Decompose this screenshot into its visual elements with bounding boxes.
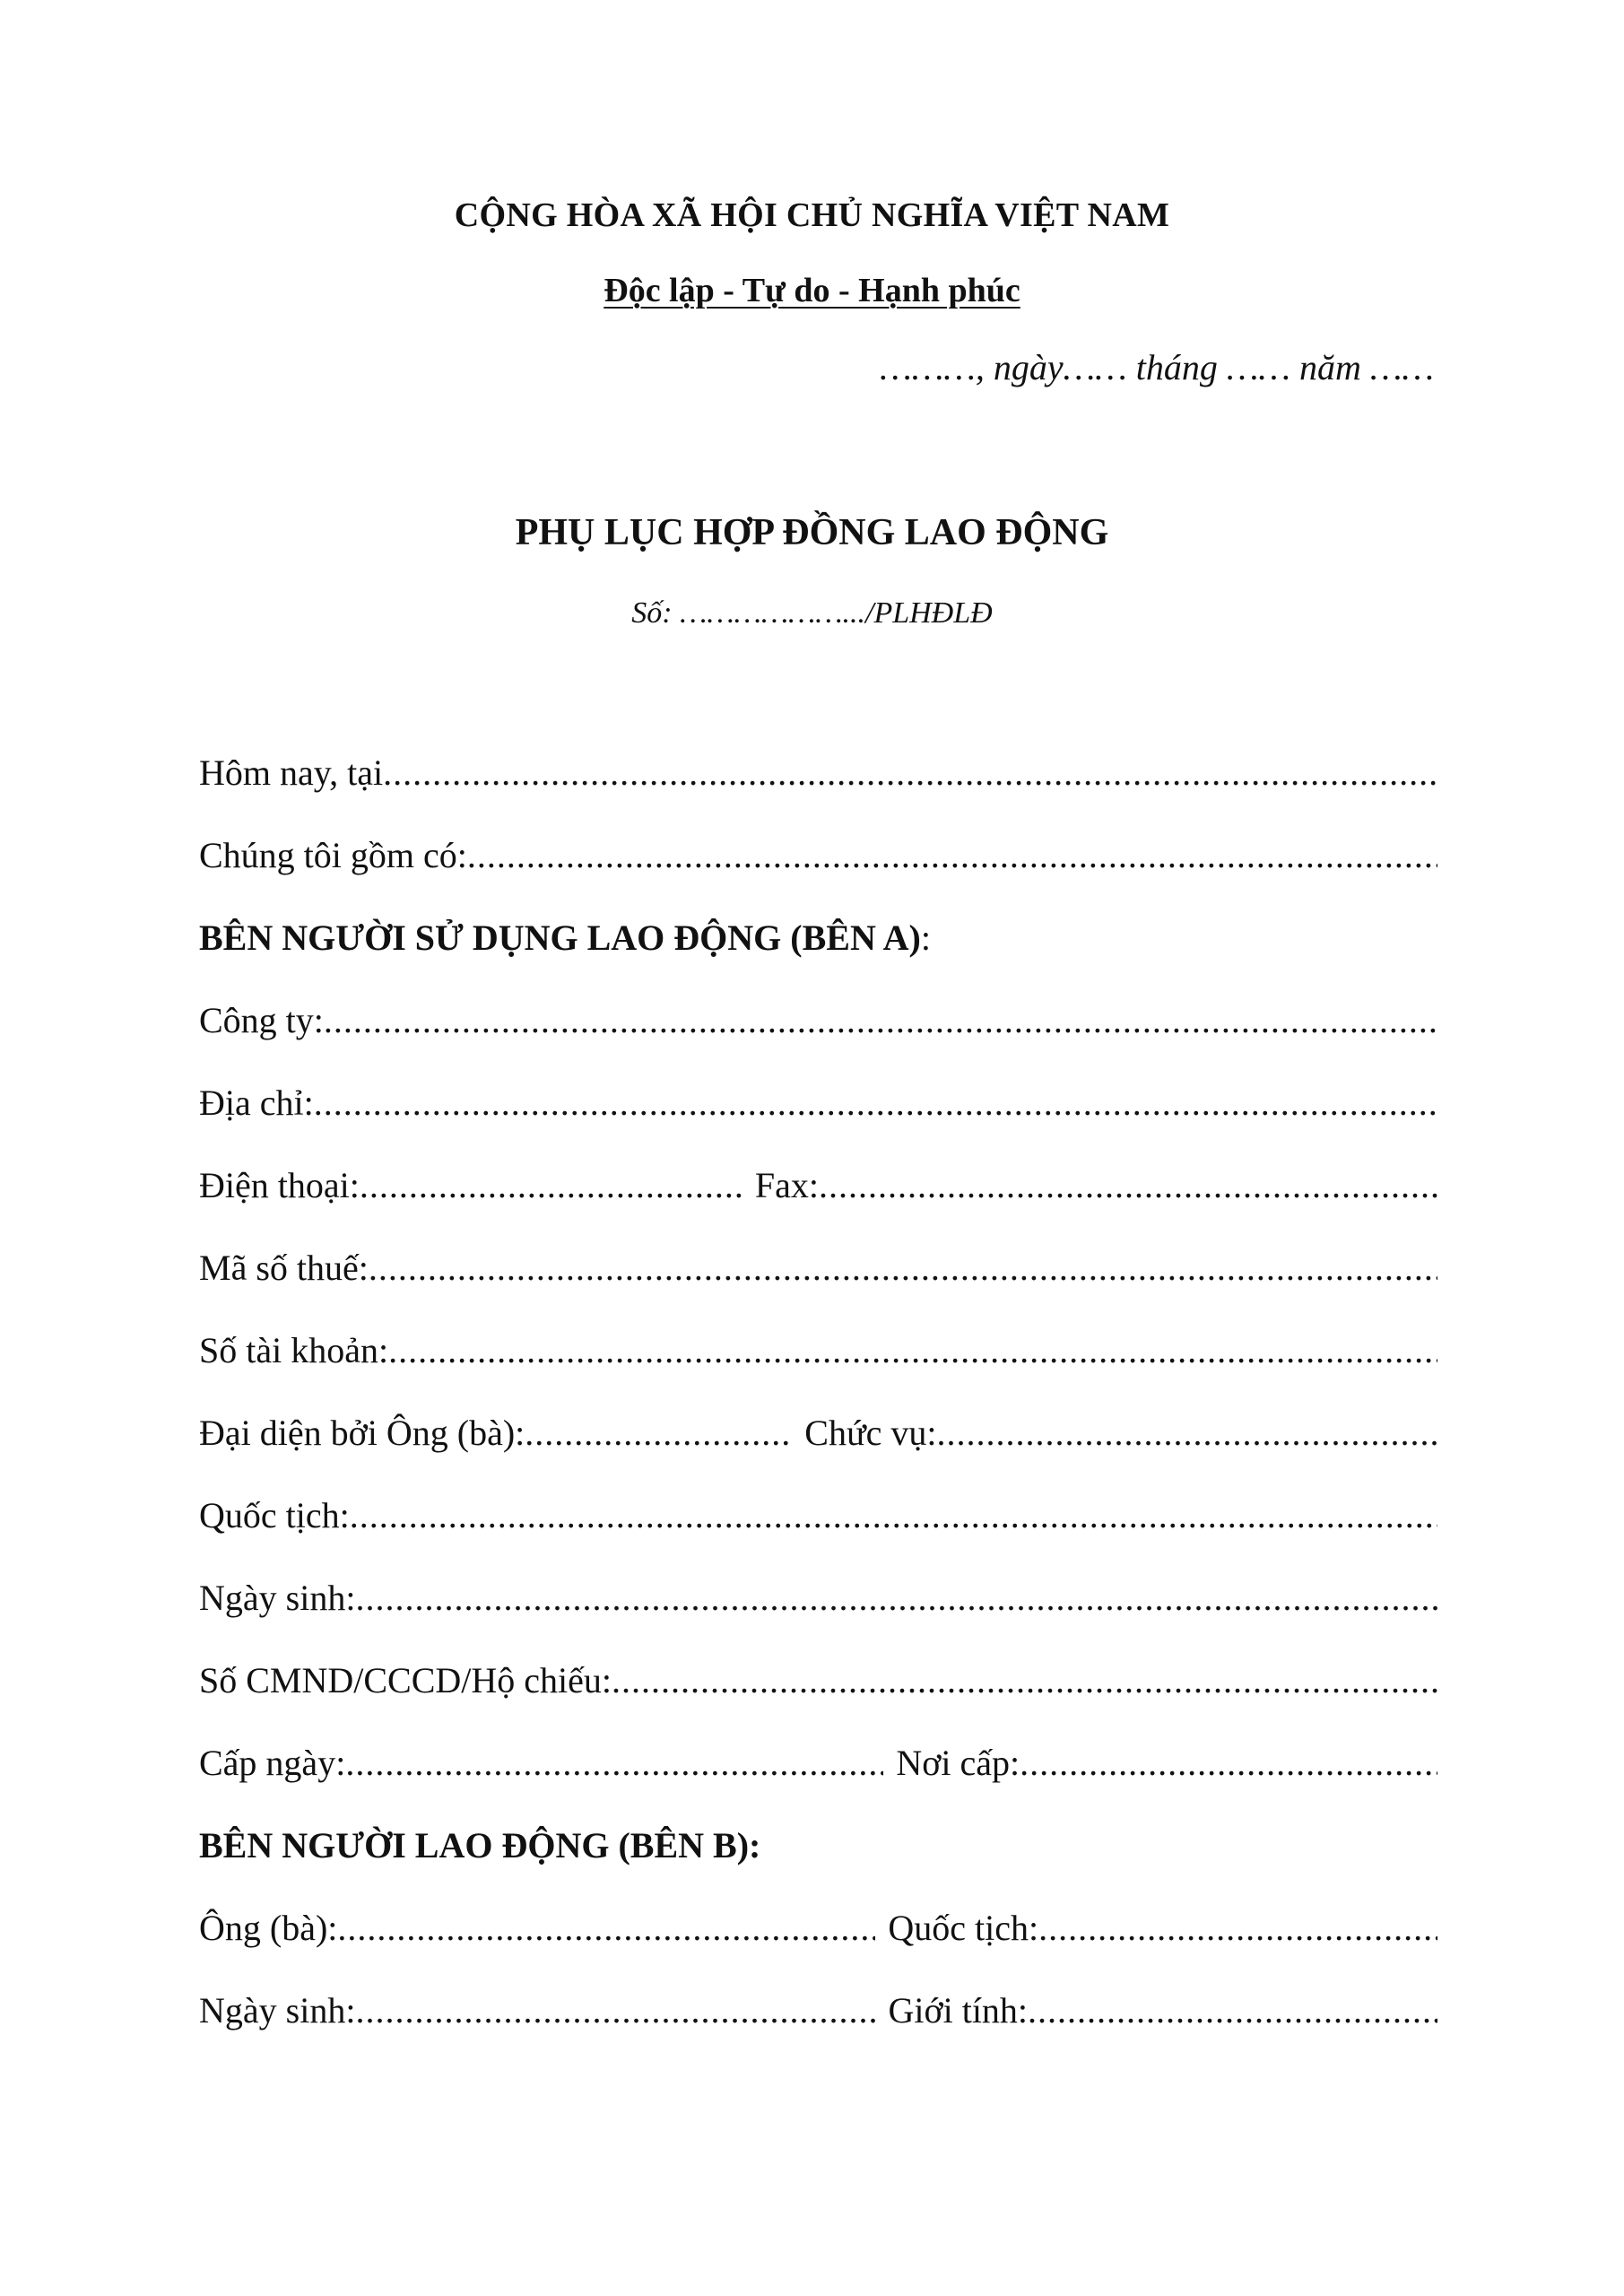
tax-code-blank[interactable] — [369, 1247, 1437, 1289]
dob-a-label: Ngày sinh: — [199, 1578, 356, 1618]
issue-place-blank[interactable] — [1020, 1742, 1437, 1784]
phone-label: Điện thoại: — [199, 1165, 360, 1205]
place-blank[interactable] — [383, 752, 1437, 794]
fax-label: Fax: — [754, 1165, 819, 1205]
representative-blank[interactable] — [525, 1412, 792, 1454]
nationality-a-label: Quốc tịch: — [199, 1495, 350, 1535]
dob-a-blank[interactable] — [355, 1577, 1437, 1619]
party-a-heading-colon: : — [920, 918, 931, 958]
parties-blank[interactable] — [467, 834, 1437, 876]
field-address — [199, 1082, 1437, 1128]
name-b-blank[interactable] — [337, 1907, 875, 1949]
nation-header: CỘNG HÒA XÃ HỘI CHỦ NGHĨA VIỆT NAM — [454, 196, 1170, 234]
field-bank-account — [199, 1329, 1437, 1376]
phone-blank[interactable] — [360, 1164, 743, 1206]
representative-label: Đại diện bởi Ông (bà): — [199, 1413, 525, 1453]
field-company — [199, 999, 1437, 1046]
position-label: Chức vụ: — [804, 1413, 937, 1453]
fax-blank[interactable] — [819, 1164, 1437, 1206]
issue-place-label: Nơi cấp: — [896, 1743, 1020, 1783]
party-b-heading: BÊN NGƯỜI LAO ĐỘNG (BÊN B): — [199, 1825, 761, 1866]
issue-date-blank[interactable] — [345, 1742, 883, 1784]
issue-date-label: Cấp ngày: — [199, 1743, 346, 1783]
nationality-b-blank[interactable] — [1038, 1907, 1437, 1949]
field-dob-gender-b — [199, 1989, 1437, 2036]
field-name-b — [199, 1907, 1437, 1953]
party-a-heading-text: BÊN NGƯỜI SỬ DỤNG LAO ĐỘNG (BÊN A) — [199, 918, 921, 958]
nationality-a-blank[interactable] — [350, 1494, 1437, 1536]
dob-b-label: Ngày sinh: — [199, 1990, 356, 2031]
motto — [0, 271, 1624, 310]
party-a-heading — [199, 917, 931, 959]
field-issue — [199, 1742, 1437, 1788]
place-label: Hôm nay, tại — [199, 752, 384, 793]
field-id-number — [199, 1659, 1437, 1706]
field-representative — [199, 1412, 1437, 1458]
address-label: Địa chỉ: — [199, 1083, 314, 1123]
field-nationality-a — [199, 1494, 1437, 1541]
company-label: Công ty: — [199, 1000, 324, 1040]
gender-b-blank[interactable] — [1028, 1989, 1437, 2031]
dob-b-blank[interactable] — [355, 1989, 875, 2031]
id-number-label: Số CMND/CCCD/Hộ chiếu: — [199, 1660, 612, 1700]
name-b-label: Ông (bà): — [199, 1908, 338, 1948]
tax-code-label: Mã số thuế: — [199, 1248, 369, 1288]
position-blank[interactable] — [937, 1412, 1437, 1454]
address-blank[interactable] — [314, 1082, 1437, 1124]
id-number-blank[interactable] — [612, 1659, 1437, 1701]
motto-text: Độc lập - Tự do - Hạnh phúc — [604, 272, 1020, 309]
date-line: ………, ngày…… tháng …… năm …… — [880, 347, 1434, 387]
field-place — [199, 752, 1437, 798]
nationality-b-label: Quốc tịch: — [888, 1908, 1039, 1948]
document-number: Số: ……………….../PLHĐLĐ — [631, 596, 993, 630]
bank-account-blank[interactable] — [388, 1329, 1437, 1371]
gender-b-label: Giới tính: — [888, 1990, 1029, 2031]
field-dob-a — [199, 1577, 1437, 1623]
bank-account-label: Số tài khoản: — [199, 1330, 389, 1370]
document-title: PHỤ LỤC HỢP ĐỒNG LAO ĐỘNG — [515, 512, 1109, 553]
field-parties — [199, 834, 1437, 881]
company-blank[interactable] — [324, 999, 1437, 1041]
field-tax-code — [199, 1247, 1437, 1293]
field-phone-fax — [199, 1164, 1437, 1211]
parties-label: Chúng tôi gồm có: — [199, 835, 467, 875]
